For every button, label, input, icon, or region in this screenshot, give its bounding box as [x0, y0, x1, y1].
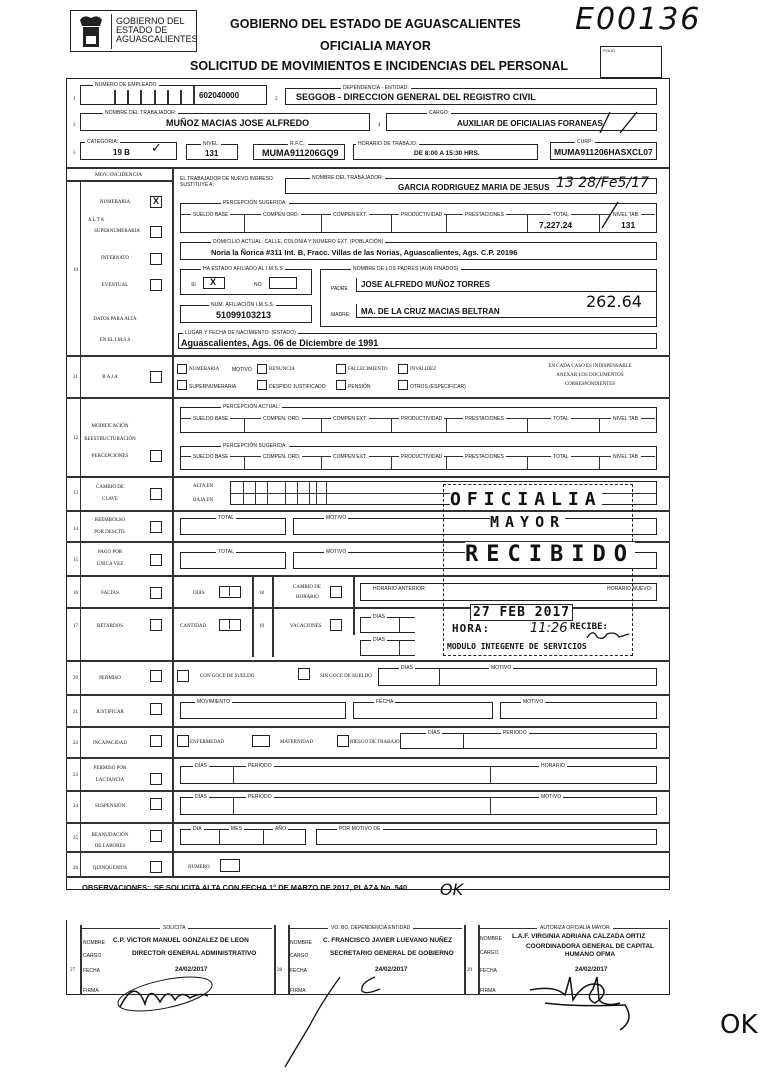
stamp-date-box	[466, 572, 592, 582]
internato-checkbox[interactable]	[150, 253, 162, 265]
enfermedad-checkbox[interactable]	[177, 735, 189, 747]
pago-unico-checkbox[interactable]	[150, 554, 162, 566]
justificar-fecha-field[interactable]: FECHA	[353, 702, 493, 719]
reanudacion-motivo-field[interactable]: POR MOTIVO DE	[316, 829, 657, 845]
reembolso-total-field[interactable]: TOTAL	[180, 518, 286, 535]
signature-stamp-scribble	[585, 628, 630, 647]
folio-box: FOLIO	[600, 46, 662, 78]
eventual-checkbox[interactable]	[150, 279, 162, 291]
despido-checkbox[interactable]	[257, 380, 267, 390]
justificar-checkbox[interactable]	[150, 703, 162, 715]
form-title: GOBIERNO DEL ESTADO DE AGUASCALIENTES	[230, 17, 521, 31]
observations-text: SE SOLICITA ALTA CON FECHA 1° DE MARZO DE 2017, PLAZA No. 540	[153, 883, 408, 892]
signature-2	[280, 975, 400, 1074]
quinquenios-checkbox[interactable]	[150, 861, 162, 873]
position: AUXILIAR DE OFICIALIAS FORANEAS	[457, 119, 603, 128]
check-slash-icon	[595, 110, 645, 140]
autoriza-name: L.A.F. VIRGINIA ADRIANA CALZADA ORTIZ	[512, 933, 646, 940]
work-schedule-field[interactable]: HORARIO DE TRABAJO: DE 8:00 A 15:30 HRS.	[353, 144, 538, 160]
worker-name-field[interactable]: NOMBRE DEL TRABAJADOR: MUÑOZ MACIAS JOSE ALFREDO	[80, 113, 370, 131]
autoriza-date: 24/02/2017	[575, 966, 608, 973]
position-field[interactable]: CARGO: AUXILIAR DE OFICIALIAS FORANEAS	[386, 113, 657, 131]
faltas-checkbox[interactable]	[150, 587, 162, 599]
autoriza-position: COORDINADORA GENERAL DE CAPITAL HUMANO OFMA	[525, 943, 655, 958]
margin-ok-note: OK	[720, 1010, 758, 1040]
signature-1	[110, 972, 220, 1022]
con-goce-checkbox[interactable]	[177, 670, 189, 682]
handwritten-amount: 262.64	[586, 292, 642, 311]
worker-name: MUÑOZ MACIAS JOSE ALFREDO	[166, 118, 310, 128]
fallecimiento-checkbox[interactable]	[336, 364, 346, 374]
check-mark-icon: ✓	[151, 141, 162, 156]
form-subtitle: OFICIALIA MAYOR	[320, 39, 431, 53]
employee-number: 602040000	[199, 91, 240, 100]
baja-checkbox[interactable]	[150, 371, 162, 383]
supernumeraria-checkbox[interactable]	[150, 226, 162, 238]
observations: OBSERVACIONES: SE SOLICITA ALTA CON FECHA 1° DE MARZO DE 2017, PLAZA No. 540	[82, 883, 408, 892]
dependency: SEGGOB - DIRECCION GENERAL DEL REGISTRO CIVIL	[296, 92, 536, 102]
total-value: 7,227.24	[539, 220, 573, 230]
horario-anterior-field[interactable]: HORARIO ANTERIOR: HORARIO NUEVO:	[360, 583, 657, 601]
employee-number-field[interactable]: NUMERO DE EMPLEADO 602040000	[80, 85, 267, 105]
logo	[70, 10, 197, 52]
vacaciones-checkbox[interactable]	[330, 619, 342, 631]
pago-motivo-field[interactable]: MOTIVO	[293, 552, 657, 569]
logo-text: ESTADO DE	[116, 25, 168, 35]
retardos-cantidad-field[interactable]	[219, 619, 241, 631]
incapacidad-checkbox[interactable]	[150, 735, 162, 747]
invalidez-checkbox[interactable]	[398, 364, 408, 374]
logo-text: GOBIERNO DEL	[116, 16, 185, 26]
pension-checkbox[interactable]	[336, 380, 346, 390]
imss-number-field[interactable]: NUM. AFILIACIÓN I.M.S.S. 51099103213	[180, 305, 312, 323]
cambio-horario-checkbox[interactable]	[330, 586, 342, 598]
curp-field[interactable]: CURP: MUMA911206HASXCL07	[550, 142, 657, 160]
reanudacion-checkbox[interactable]	[150, 830, 162, 842]
numeraria-checkbox[interactable]: X	[150, 196, 162, 208]
birth-field[interactable]: LUGAR Y FECHA DE NACIMIENTO: (ESTADO) Aguascalientes, Ags. 06 de Diciembre de 1991	[178, 333, 657, 349]
permiso-checkbox[interactable]	[150, 670, 162, 682]
suspension-checkbox[interactable]	[150, 798, 162, 810]
form-heading: SOLICITUD DE MOVIMIENTOS E INCIDENCIAS DEL PERSONAL	[190, 59, 569, 73]
birth-info: Aguascalientes, Ags. 06 de Diciembre de 1991	[181, 338, 379, 348]
otros-checkbox[interactable]	[398, 380, 408, 390]
level-tab-value: 131	[621, 220, 636, 230]
sin-goce-checkbox[interactable]	[298, 668, 310, 680]
work-schedule: DE 8:00 A 15:30 HRS.	[414, 150, 480, 157]
curp: MUMA911206HASXCL07	[554, 147, 653, 157]
handwritten-ok: OK	[440, 880, 464, 899]
imss-affiliated-field: HA ESTADO AFILIADO AL I.M.S.S SI X NO	[180, 269, 312, 295]
substitute-name: GARCIA RODRIGUEZ MARIA DE JESUS	[398, 183, 550, 192]
cambio-clave-checkbox[interactable]	[150, 488, 162, 500]
left-column-divider	[172, 167, 174, 876]
baja-numeraria-checkbox[interactable]	[177, 364, 187, 374]
lactancia-checkbox[interactable]	[150, 773, 162, 785]
si-checkbox[interactable]: X	[203, 277, 225, 289]
solicita-position: DIRECTOR GENERAL ADMINISTRATIVO	[132, 950, 257, 957]
rfc-field[interactable]: R.F.C.: MUMA911206GQ9	[253, 144, 345, 160]
solicita-name: C.P. VICTOR MANUEL GONZALEZ DE LEON	[113, 937, 249, 944]
vobo-date: 24/02/2017	[375, 966, 408, 973]
justificar-movimiento-field[interactable]: MOVIMIENTO	[180, 702, 346, 719]
level-field[interactable]: NIVEL: 131	[186, 144, 238, 160]
suspension-field[interactable]: DÍAS PERIODO MOTIVO	[180, 797, 657, 815]
baja-supernumeraria-checkbox[interactable]	[177, 380, 187, 390]
vobo-position: SECRETARIO GENERAL DE GOBIERNO	[330, 950, 454, 957]
faltas-dias-field[interactable]	[219, 586, 241, 598]
signature-3	[525, 975, 645, 1040]
reembolso-checkbox[interactable]	[150, 521, 162, 533]
vacaciones-dias-field-1[interactable]: DÍAS	[360, 617, 415, 633]
check-slash-icon	[600, 200, 620, 235]
category-field[interactable]: CATEGORIA: 19 B ✓	[80, 142, 177, 160]
pago-total-field[interactable]: TOTAL	[180, 552, 286, 569]
no-checkbox[interactable]	[269, 277, 297, 289]
handwritten-code: E00136	[575, 2, 702, 37]
handwritten-note: 13 28/Fe5/17	[556, 175, 649, 191]
parents-field: NOMBRE DE LOS PADRES (AUN FINADOS) PADRE JOSE ALFREDO MUÑOZ TORRES MADRE: MA. DE LA CRUZ MACIAS BELTRAN 262.64	[320, 269, 657, 327]
address-field[interactable]: DOMICILIO ACTUAL: CALLE, COLONIA Y NUMERO EXT. (POBLACIÓN) Noria la Ñorica #311 Int. B, Fracc. Villas de las Norias, Aguascalientes, Ags. C.P. 20196	[180, 242, 657, 260]
reembolso-motivo-field[interactable]: MOTIVO	[293, 518, 657, 535]
lactancia-field[interactable]: DÍAS PERIODO HORARIO	[180, 766, 657, 784]
riesgo-checkbox[interactable]	[337, 735, 349, 747]
justificar-motivo-field[interactable]: MOTIVO	[500, 702, 657, 719]
quinquenios-numero-field[interactable]	[220, 859, 240, 872]
father-name: JOSE ALFREDO MUÑOZ TORRES	[361, 280, 490, 289]
rfc: MUMA911206GQ9	[262, 148, 339, 158]
permiso-dias-field[interactable]: DÍAS MOTIVO	[378, 668, 657, 686]
percepciones-checkbox[interactable]	[150, 450, 162, 462]
vobo-name: C. FRANCISCO JAVIER LUEVANO NUÑEZ	[323, 937, 453, 944]
renuncia-checkbox[interactable]	[257, 364, 267, 374]
level: 131	[205, 149, 219, 158]
address: Noria la Ñorica #311 Int. B, Fracc. Villas de las Norias, Aguascalientes, Ags. C.P. 20196	[211, 248, 518, 257]
maternidad-checkbox[interactable]	[252, 735, 270, 747]
suggested-perception-field[interactable]: PERCEPCIÓN SUGERIDA: SUELDO BASE COMPEN ORD. COMPEN EXT. PRODUCTIVIDAD PRESTACIONES TOTAL NIVEL TAB. 7,227.24 131	[180, 203, 657, 233]
retardos-checkbox[interactable]	[150, 619, 162, 631]
coat-of-arms-icon	[76, 14, 106, 49]
vacaciones-dias-field-2[interactable]: DÍAS	[360, 640, 415, 656]
current-perception-field[interactable]: PERCEPCIÓN ACTUAL: SUELDO BASE COMPEN. ORD. COMPEN EXT. PRODUCTIVIDAD PRESTACIONES TOTAL NIVEL TAB.	[180, 407, 657, 433]
substitute-name-field[interactable]: NOMBRE DEL TRABAJADOR: GARCIA RODRIGUEZ MARIA DE JESUS 13 28/Fe5/17	[285, 178, 657, 194]
category: 19 B	[113, 148, 130, 157]
suggested-perception-modif-field[interactable]: PERCEPCIÓN SUGERIDA: SUELDO BASE COMPEN. ORD. COMPEN EXT. PRODUCTIVIDAD PRESTACIONES TOTAL NIVEL TAB.	[180, 446, 657, 470]
reanudacion-fecha-field[interactable]: DIA MES AÑO	[180, 829, 306, 845]
solicita-date: 24/02/2017	[175, 966, 208, 973]
mother-name: MA. DE LA CRUZ MACIAS BELTRAN	[361, 307, 500, 316]
dependency-field[interactable]: DEPENDENCIA - ENTIDAD: SEGGOB - DIRECCION GENERAL DEL REGISTRO CIVIL	[285, 88, 657, 105]
handwritten-time: 11:26	[530, 621, 568, 636]
incapacidad-dias-field[interactable]: DÍAS PERIODO	[400, 733, 657, 749]
imss-number: 51099103213	[216, 310, 272, 320]
logo-text: AGUASCALIENTES	[116, 34, 198, 44]
